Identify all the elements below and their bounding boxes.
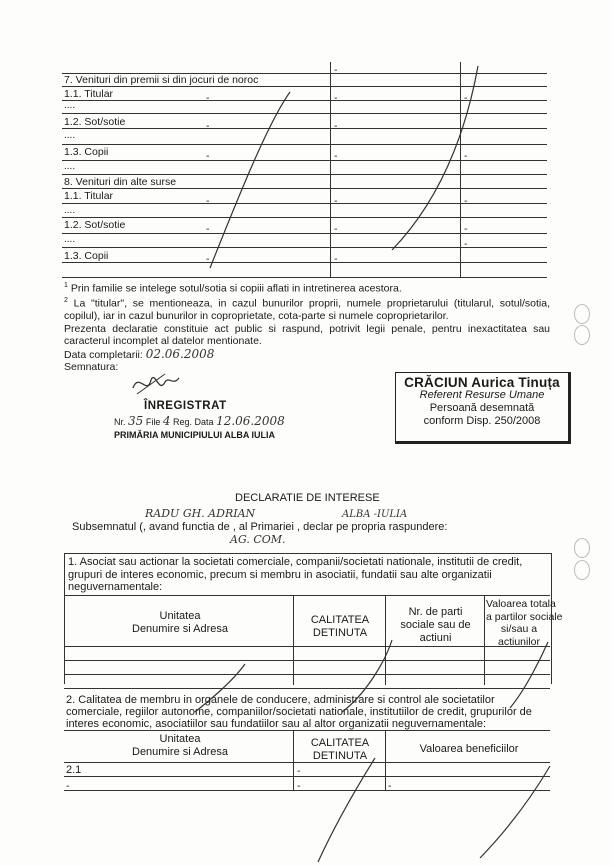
cell-dash: - — [464, 92, 468, 104]
stamp-name: CRĂCIUN Aurica Tinuța — [404, 375, 560, 390]
reg-data-label: Data — [194, 417, 214, 427]
cell-dash: - — [334, 120, 338, 132]
footnote-marker: 2 — [64, 297, 68, 304]
row-label: .... — [64, 100, 76, 111]
row-label: 7. Venituri din premii si din jocuri de noroc — [64, 74, 259, 86]
reg-file-label: File — [145, 417, 161, 427]
cell-dash: - — [297, 765, 301, 777]
cell-dash: - — [206, 120, 210, 132]
cell-dash: - — [334, 223, 338, 235]
cell-dash: - — [206, 150, 210, 162]
interests-title: DECLARATIE DE INTERESE — [235, 492, 380, 504]
cell-dash: - — [464, 150, 468, 162]
row-label: 1.2. Sot/sotie — [64, 116, 126, 128]
cell-dash: - — [206, 223, 210, 235]
punch-hole — [574, 325, 590, 345]
cell-dash: - — [334, 92, 338, 104]
reg-institution: PRIMĂRIA MUNICIPIULUI ALBA IULIA — [114, 430, 275, 440]
date-label: Data completarii: — [64, 348, 143, 361]
cell-dash: - — [464, 238, 468, 250]
cell-dash: - — [334, 253, 338, 265]
section2-text: 2. Calitatea de membru in organele de conducere, administrare si control ale societatilor comerciale, regiilor autonome, companiilor/societati nationale, institutiilor de credit, grupurilor de interes economic, asociatiilor sau fundatiilor sau al altor organizatii neguvernamentale: — [66, 694, 532, 730]
cell-dash: - — [206, 92, 210, 104]
stamp-line: Persoană desemnată — [429, 402, 535, 414]
subsemnatul-line: Subsemnatul (, avand functia de , al Primariei , declar pe propria raspundere: — [72, 521, 448, 533]
cell-dash: - — [334, 195, 338, 207]
income-table — [0, 0, 612, 280]
registration-stamp — [114, 400, 294, 440]
cell-dash: - — [297, 780, 301, 792]
reg-nr-label: Nr. — [114, 417, 126, 427]
punch-hole — [574, 560, 590, 580]
reg-data-value: 12.06.2008 — [216, 414, 285, 428]
t2-header-unit: Unitatea Denumire si Adresa — [132, 733, 228, 758]
section1-text: 1. Asociat sau actionar la societati comerciale, companii/societati nationale, institutii de credit, grupuri de interes economic, precum si membru in asociatii, fundatii sau alte organizatii neguvernamentale: — [68, 556, 523, 593]
punch-hole — [574, 538, 590, 558]
cell-dash: - — [388, 780, 392, 792]
cell-dash: - — [334, 150, 338, 162]
row-label: 1.2. Sot/sotie — [64, 219, 126, 231]
footnotes — [64, 280, 550, 374]
t1-header-value: Valoarea totala a partilor sociale si/sau a actiunilor — [486, 598, 563, 648]
cell-dash: - — [334, 64, 338, 76]
row-2-1: 2.1 — [66, 764, 82, 776]
handwritten-strike-marks — [0, 0, 612, 280]
row-label: 1.3. Copii — [64, 146, 109, 158]
row-label: 1.1. Titular — [64, 190, 114, 202]
handwritten-city: ALBA -IULIA — [342, 509, 408, 520]
reg-reg-label: Reg. — [173, 417, 193, 427]
t1-header-unit: Unitatea Denumire si Adresa — [132, 610, 228, 635]
handwritten-strike-marks — [0, 600, 612, 866]
t2-header-quality: CALITATEA DETINUTA — [310, 737, 370, 762]
declaration-statement: Prezenta declaratie constituie act public si raspund, potrivit legii penale, pentru inexactitatea sau caracterul incomplet al datelor mentionate. — [64, 322, 550, 347]
punch-hole — [574, 304, 590, 324]
t2-header-benefits: Valoarea beneficiilor — [419, 743, 519, 755]
row-label: .... — [64, 234, 76, 245]
footnote-2: La "titular", se mentioneaza, in cazul bunurilor proprii, numele proprietarului (titularul, sotul/sotia, copilul), iar in cazul bunurilor in coproprietate, cota-parte si numele coproprietarilor. — [64, 297, 550, 322]
footnote-marker: 1 — [64, 282, 68, 289]
handwritten-name: RADU GH. ADRIAN — [145, 507, 256, 520]
cell-dash: - — [206, 253, 210, 265]
footnote-1: Prin familie se intelege sotul/sotia si copiii aflati in intretinerea acestora. — [70, 282, 402, 295]
signature-label: Semnatura: — [64, 361, 119, 373]
handwritten-function: AG. COM. — [230, 533, 286, 546]
row-label: 1.3. Copii — [64, 250, 109, 262]
cell-dash: - — [66, 780, 70, 792]
registration-title: ÎNREGISTRAT — [144, 400, 227, 412]
signature-scribble — [125, 368, 185, 400]
date-value-handwritten: 02.06.2008 — [145, 346, 215, 361]
hr-stamp — [395, 372, 571, 444]
stamp-line: conform Disp. 250/2008 — [423, 415, 541, 427]
reg-nr-value: 35 — [128, 414, 144, 428]
row-label: .... — [64, 205, 76, 216]
stamp-role: Referent Resurse Umane — [419, 389, 545, 401]
cell-dash: - — [206, 195, 210, 207]
cell-dash: - — [464, 195, 468, 207]
t1-header-quality: CALITATEA DETINUTA — [310, 614, 370, 639]
row-label: 8. Venituri din alte surse — [64, 176, 177, 188]
t1-header-shares: Nr. de parti sociale sau de actiuni — [400, 606, 471, 644]
reg-file-value: 4 — [162, 414, 171, 428]
row-label: .... — [64, 161, 76, 172]
cell-dash: - — [464, 223, 468, 235]
row-label: .... — [64, 130, 76, 141]
row-label: 1.1. Titular — [64, 88, 114, 100]
